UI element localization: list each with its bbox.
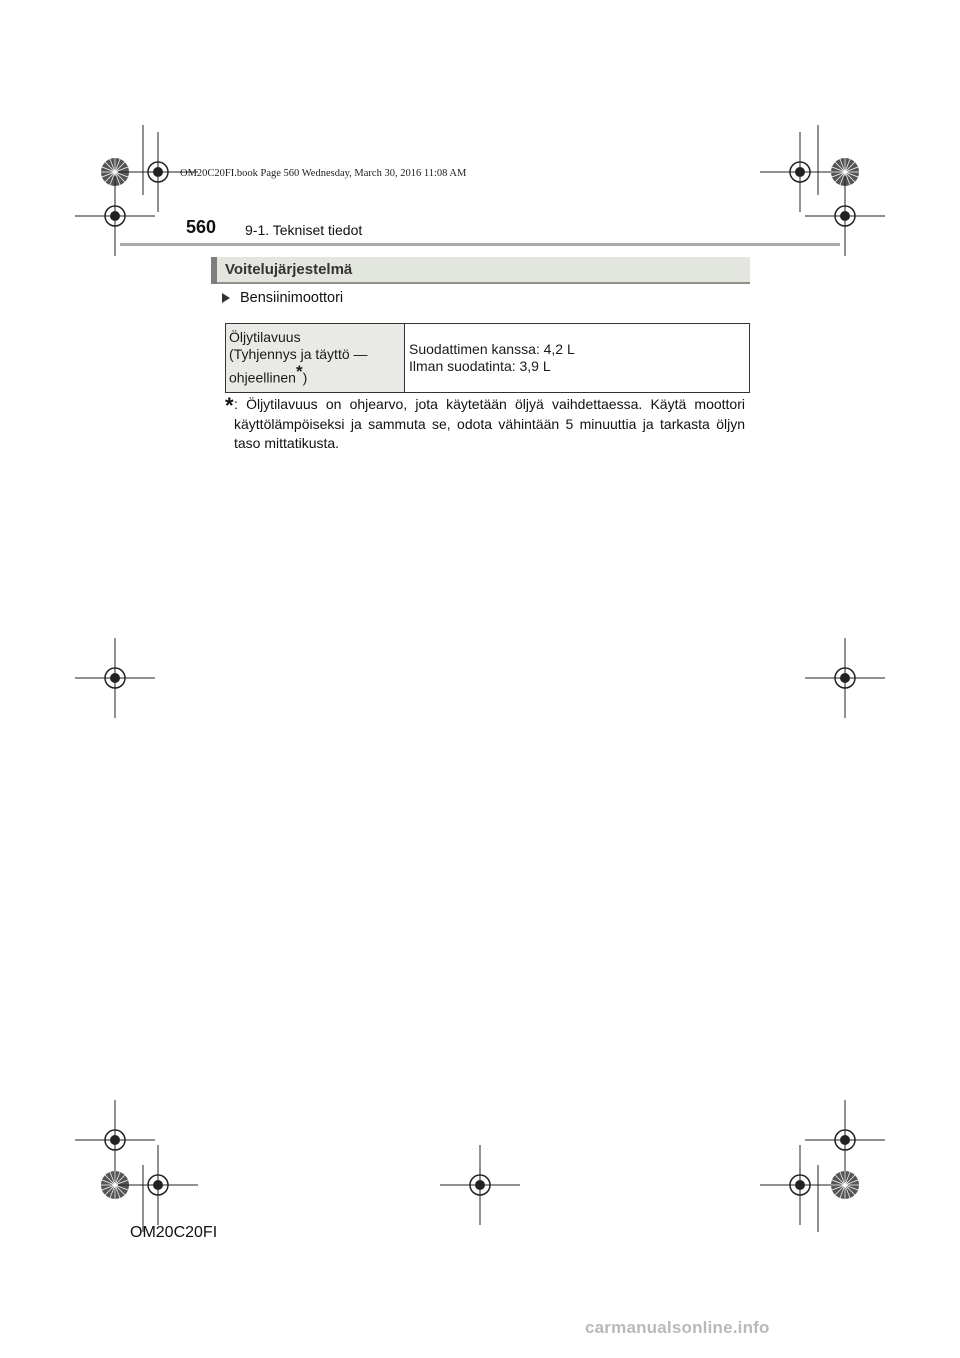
page-number: 560: [186, 217, 217, 237]
section-title: 9-1. Tekniset tiedot: [245, 222, 363, 238]
footer-code: OM20C20FI: [130, 1224, 218, 1241]
value-line: Ilman suodatinta: 3,9 L: [409, 357, 551, 374]
triangle-bullet-icon: [222, 293, 230, 303]
table-label-cell: [226, 324, 405, 393]
watermark: carmanualsonline.info: [585, 1318, 770, 1337]
label-line: Öljytilavuus: [229, 329, 301, 345]
label-line: (Tyhjennys ja täyttö —: [229, 346, 368, 362]
book-stamp: OM20C20FI.book Page 560 Wednesday, March 30, 2016 11:08 AM: [180, 168, 467, 179]
section-heading: Voitelujärjestelmä: [225, 261, 353, 278]
value-line: Suodattimen kanssa: 4,2 L: [409, 340, 575, 357]
heading-accent: [211, 257, 217, 284]
table-value-cell: [405, 324, 750, 393]
oil-capacity-table: [225, 323, 750, 393]
label-close: ): [302, 369, 308, 386]
section-heading-bar: [211, 257, 750, 284]
table-row: [226, 324, 750, 393]
footnote: [225, 395, 745, 454]
footnote-star: *: [225, 393, 234, 418]
sub-item: [222, 290, 343, 306]
header-rule: [120, 243, 840, 246]
footnote-text: : Öljytilavuus on ohjearvo, jota käytetään öljyä vaihdettaessa. Käytä moottori käyttölämpöiseksi ja sammuta se, odota vähintään 5 minuuttia ja tarkasta öljyn taso mittatikusta.: [234, 396, 745, 451]
footnote-star: *: [295, 362, 303, 381]
label-line: ohjeellinen: [229, 369, 296, 386]
sub-item-label: Bensiinimoottori: [240, 290, 344, 306]
